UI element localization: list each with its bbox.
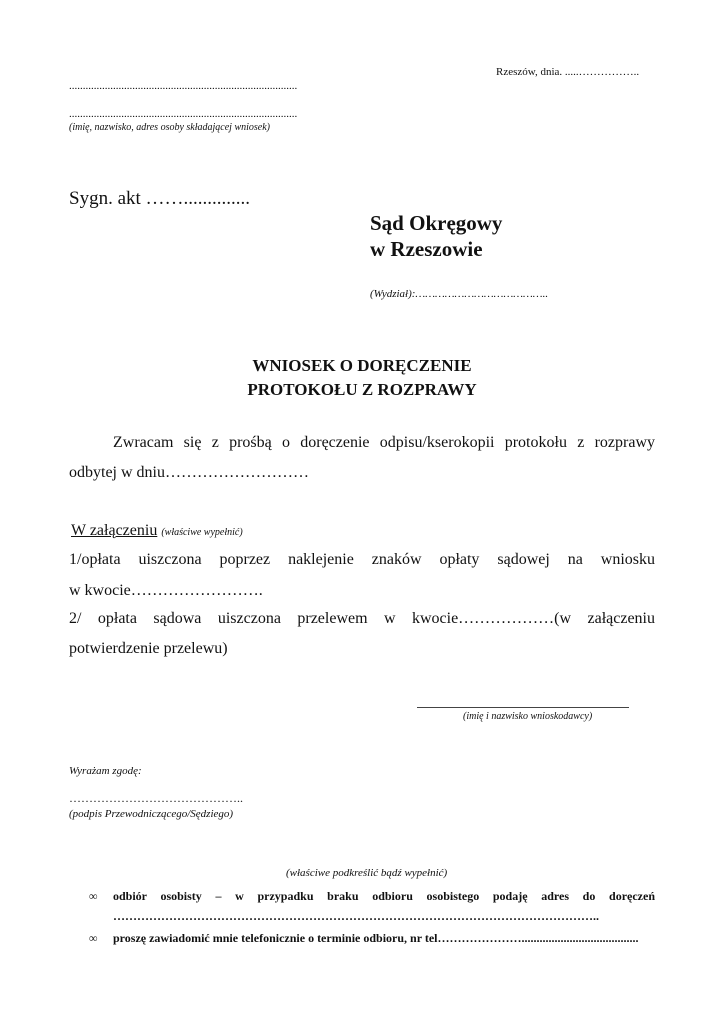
option-personal-pickup-line-1: odbiór osobisty – w przypadku braku odbioru osobistego podaję adres do doręczeń [113,889,655,903]
place-date: Rzeszów, dnia. .....…………….. [496,66,640,78]
document-title-line-1: WNIOSEK O DORĘCZENIE [252,356,472,375]
court-name: Sąd Okręgowy [370,211,503,235]
attachments-label: W załączeniu [71,522,158,539]
signature-line [417,707,629,708]
attachment-item-2-line-1: 2/ opłata sądowa uiszczona przelewem w kwocie………………(w załączeniu [69,610,655,627]
attachment-item-1-line-1: 1/opłata uiszczona poprzez naklejenie znaków opłaty sądowej na wniosku [69,551,655,568]
applicant-line-2: ................................................................................... [69,108,298,120]
option-phone-notification: proszę zawiadomić mnie telefonicznie o terminie odbioru, nr tel…………………....................................... [113,931,639,945]
consent-signature-dots: …………………………………….. [69,791,243,805]
court-department: (Wydział):………………………………….. [370,288,549,300]
options-hint: (właściwe podkreślić bądź wypełnić) [286,867,448,879]
option-personal-pickup-line-2: ………………………………………………………………………………………………………….. [113,909,599,923]
attachment-item-1-line-2: w kwocie……………………. [69,582,263,599]
attachments-hint: (właściwe wypełnić) [161,527,243,538]
consent-label: Wyrażam zgodę: [69,765,142,777]
infinity-bullet-icon: ∞ [89,931,98,945]
request-line-1: Zwracam się z prośbą o doręczenie odpisu/kserokopii protokołu z rozprawy [113,434,655,451]
signature-caption: (imię i nazwisko wnioskodawcy) [463,711,593,722]
applicant-line-1: ................................................................................... [69,80,298,92]
attachments-heading [71,522,243,540]
request-line-2: odbytej w dniu……………………… [69,464,309,481]
court-city: w Rzeszowie [370,237,483,261]
attachment-item-2-line-2: potwierdzenie przelewu) [69,640,228,657]
case-reference: Sygn. akt …….............. [69,188,251,209]
applicant-caption: (imię, nazwisko, adres osoby składającej wniosek) [69,122,270,133]
document-title-line-2: PROTOKOŁU Z ROZPRAWY [247,380,477,399]
infinity-bullet-icon: ∞ [89,889,98,903]
consent-caption: (podpis Przewodniczącego/Sędziego) [69,808,234,820]
